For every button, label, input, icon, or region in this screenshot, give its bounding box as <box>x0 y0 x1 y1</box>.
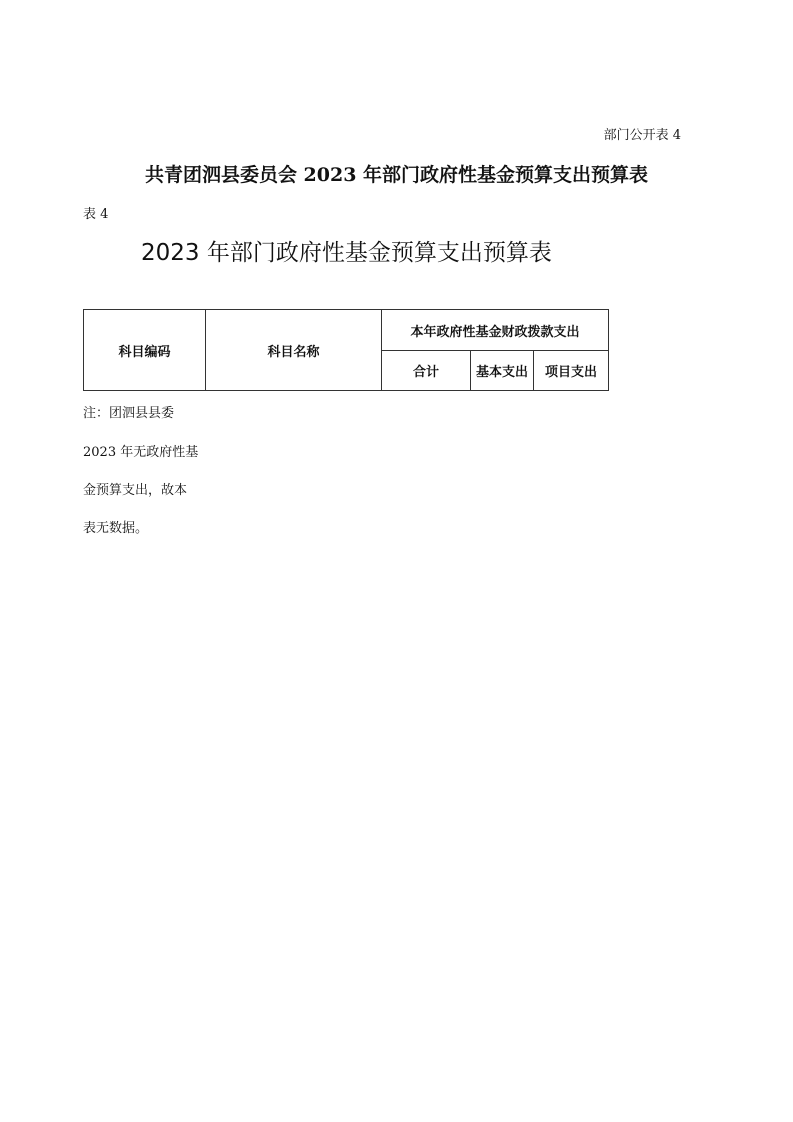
table-number: 表 4 <box>83 207 109 222</box>
header-cell-group: 本年政府性基金财政拨款支出 <box>382 310 609 351</box>
note-line: 注：团泗县县委 <box>83 406 175 421</box>
public-table-label: 部门公开表 4 <box>603 128 681 143</box>
document-title: 共青团泗县委员会 2023 年部门政府性基金预算支出预算表 <box>144 164 649 186</box>
note-line: 2023 年无政府性基 <box>83 445 199 460</box>
header-cell-total: 合计 <box>382 351 471 391</box>
budget-table <box>83 309 609 391</box>
note-line: 表无数据。 <box>83 521 149 536</box>
header-cell-project: 项目支出 <box>534 351 609 391</box>
header-cell-name: 科目名称 <box>206 310 382 391</box>
note-line: 金预算支出，故本 <box>83 483 188 498</box>
table-title: 2023 年部门政府性基金预算支出预算表 <box>141 240 552 266</box>
header-cell-code: 科目编码 <box>84 310 206 391</box>
header-cell-basic: 基本支出 <box>471 351 534 391</box>
